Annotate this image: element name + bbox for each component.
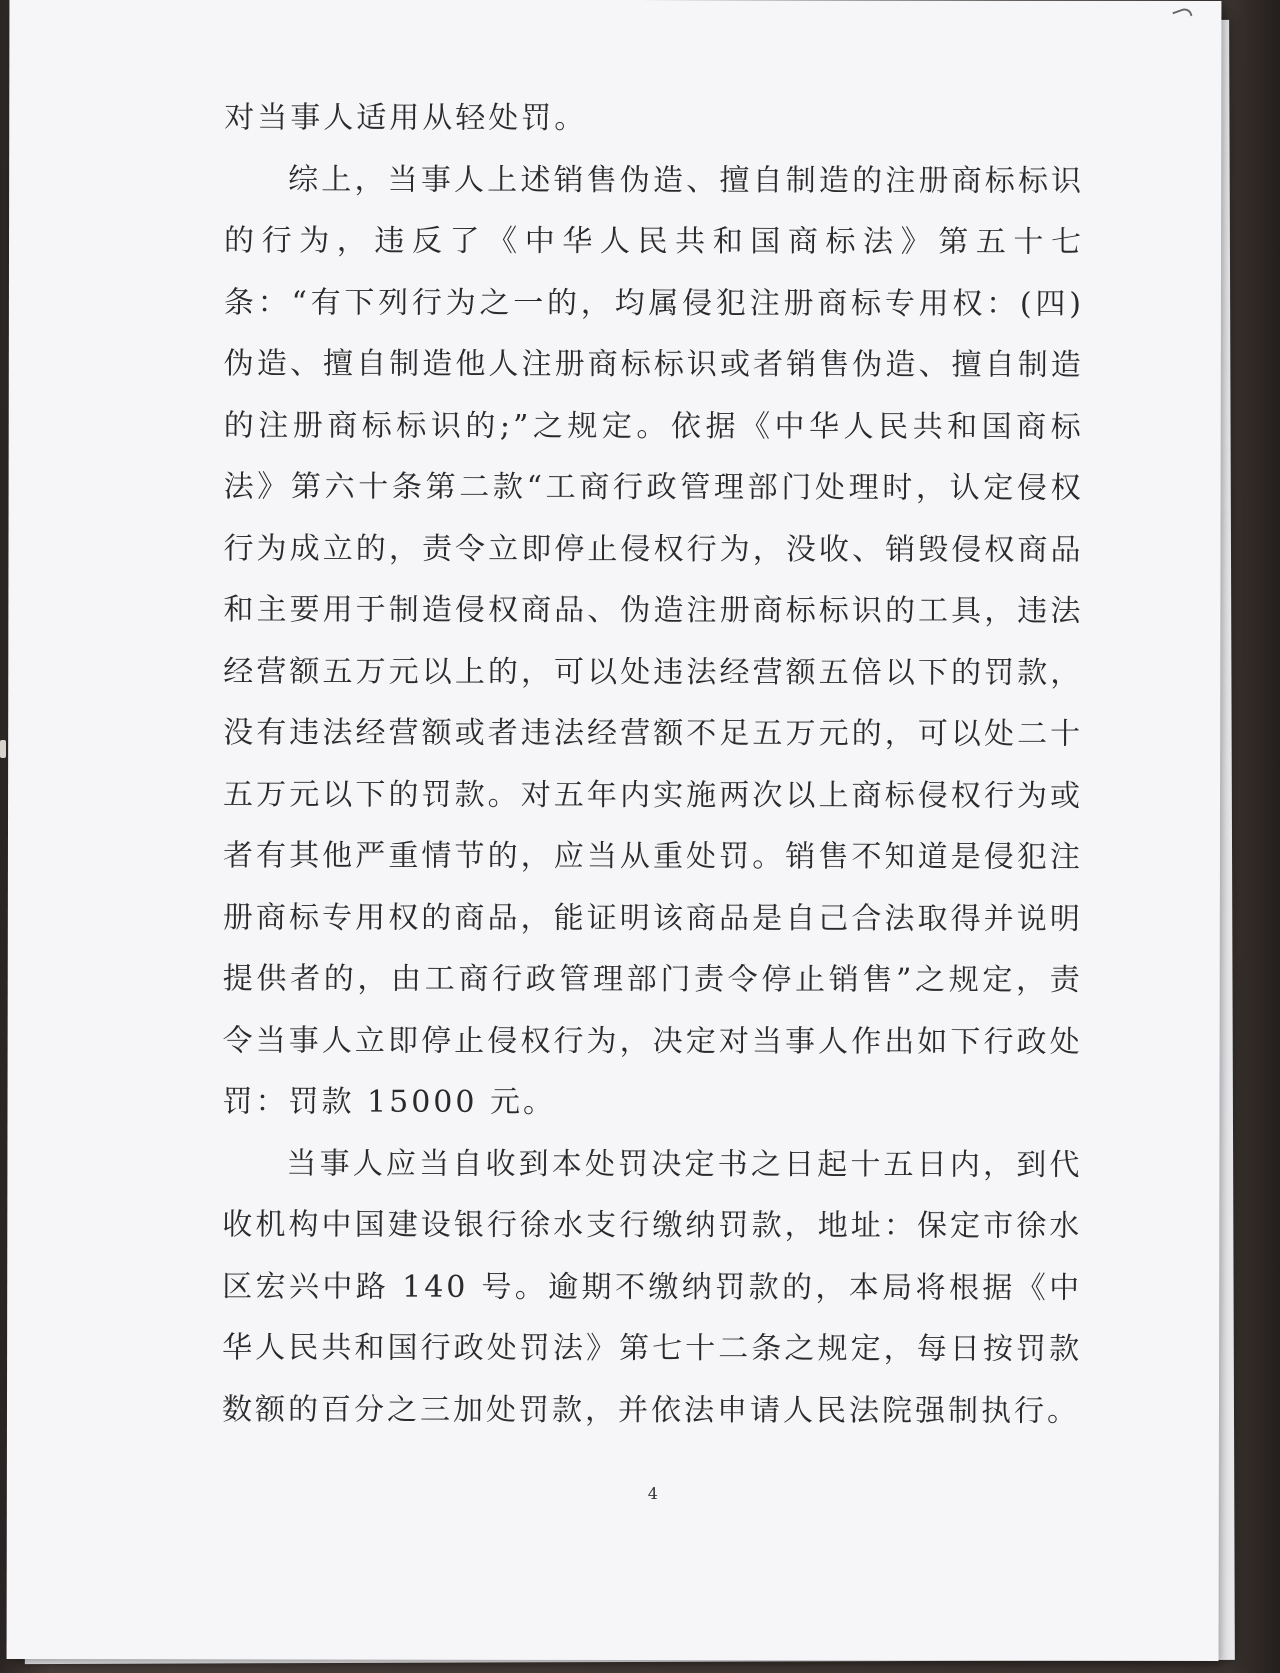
paragraph-legal-basis: 综上，当事人上述销售伪造、擅自制造的注册商标标识的行为，违反了《中华人民共和国商标法》第五十七条：“有下列行为之一的，均属侵犯注册商标专用权：(四)伪造、擅自制造他人注册商标标识或者销售伪造、擅自制造的注册商标标识的;”之规定。依据《中华人民共和国商标法》第六十条第二款“工商行政管理部门处理时，认定侵权行为成立的，责令立即停止侵权行为，没收、销毁侵权商品和主要用于制造侵权商品、伪造注册商标标识的工具，违法经营额五万元以上的，可以处违法经营额五倍以下的罚款，没有违法经营额或者违法经营额不足五万元的，可以处二十五万元以下的罚款。对五年内实施两次以上商标侵权行为或者有其他严重情节的，应当从重处罚。销售不知道是侵犯注册商标专用权的商品，能证明该商品是自己合法取得并说明提供者的，由工商行政管理部门责令停止销售”之规定，责令当事人立即停止侵权行为，决定对当事人作出如下行政处罚：罚款 15000 元。 xyxy=(222,161,1085,1120)
binder-clip-icon xyxy=(0,740,6,758)
paragraph-payment-instructions: 当事人应当自收到本处罚决定书之日起十五日内，到代收机构中国建设银行徐水支行缴纳罚款，地址：保定市徐水区宏兴中路 140 号。逾期不缴纳罚款的，本局将根据《中华人民共和国行政处罚法》第七十二条之规定，每日按罚款数额的百分之三加处罚款，并依法申请人民法院强制执行。 xyxy=(221,1145,1083,1429)
page-number: 4 xyxy=(647,1484,658,1504)
page-body xyxy=(222,87,1084,1438)
document-page xyxy=(7,0,1222,1661)
pen-mark-icon xyxy=(1172,6,1192,22)
paragraph-continuation: 对当事人适用从轻处罚。 xyxy=(224,100,588,136)
